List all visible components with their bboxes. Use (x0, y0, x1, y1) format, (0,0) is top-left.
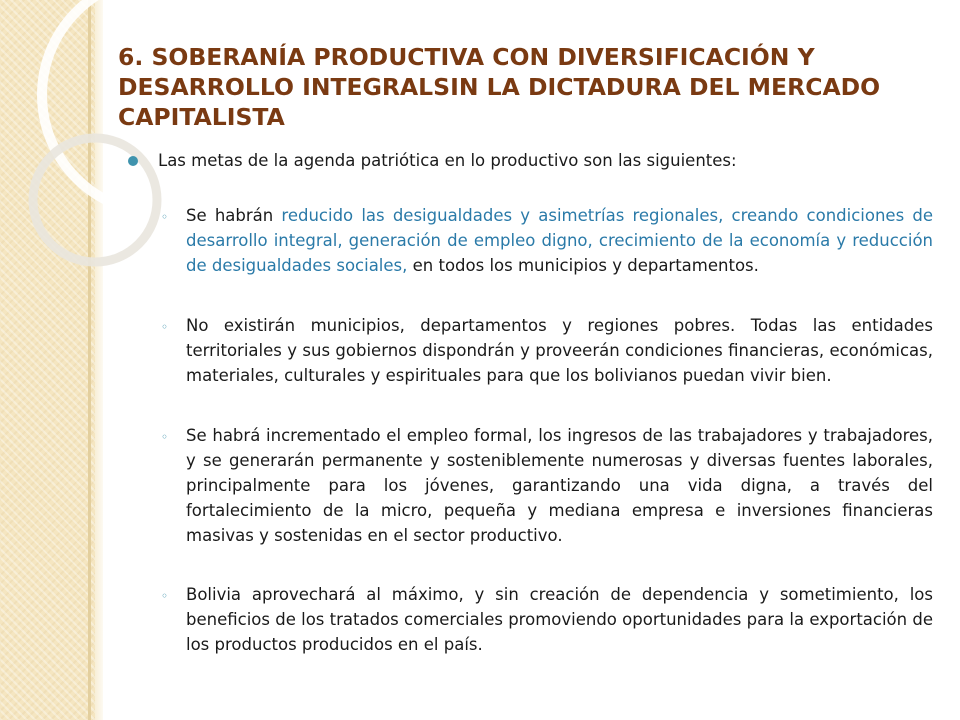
goal-item (128, 423, 933, 548)
goal-text: Bolivia aprovechará al máximo, y sin creación de dependencia y sometimiento, los beneficios de los tratados comerciales promoviendo oportunidades para la exportación de los productos producidos en el país. (186, 585, 933, 654)
ring-bullet-icon: ◦ (161, 210, 169, 224)
slide-title: 6. SOBERANÍA PRODUCTIVA CON DIVERSIFICACIÓN Y DESARROLLO INTEGRALSIN LA DICTADURA DEL MERCADO CAPITALISTA (118, 43, 881, 131)
strip-divider-bar (88, 0, 91, 720)
goal-item (128, 203, 933, 278)
goal-item (128, 313, 933, 388)
strip-edge (95, 0, 103, 720)
ring-bullet-icon: ◦ (161, 430, 169, 444)
goal-item (128, 582, 933, 657)
ring-bullet-icon: ◦ (161, 589, 169, 603)
slide-content (128, 150, 933, 657)
decorative-side-strip (0, 0, 103, 720)
ring-bullet-icon: ◦ (161, 320, 169, 334)
goal-text-highlight: reducido las desigualdades y asimetrías regionales, creando condiciones de desarrollo integral, generación de empleo digno, crecimiento de la economía y reducción de desigualdades sociales, (186, 206, 933, 275)
goal-text: No existirán municipios, departamentos y regiones pobres. Todas las entidades territoriales y sus gobiernos dispondrán y proveerán condiciones financieras, económicas, materiales, culturales y espirituales para que los bolivianos puedan vivir bien. (186, 316, 933, 385)
filled-circle-bullet-icon (128, 156, 138, 166)
lead-paragraph (128, 150, 933, 172)
goal-text: Se habrá incrementado el empleo formal, los ingresos de las trabajadores y trabajadores, y se generarán permanente y sosteniblemente numerosas y diversas fuentes laborales, principalmente para los jóvenes, garantizando una vida digna, a través del fortalecimiento de la micro, pequeña y mediana empresa e inversiones financieras masivas y sostenidas en el sector productivo. (186, 426, 933, 545)
goal-text-pre: Se habrán (186, 206, 282, 225)
goal-text-post: en todos los municipios y departamentos. (407, 256, 759, 275)
lead-text: Las metas de la agenda patriótica en lo productivo son las siguientes: (158, 151, 737, 170)
